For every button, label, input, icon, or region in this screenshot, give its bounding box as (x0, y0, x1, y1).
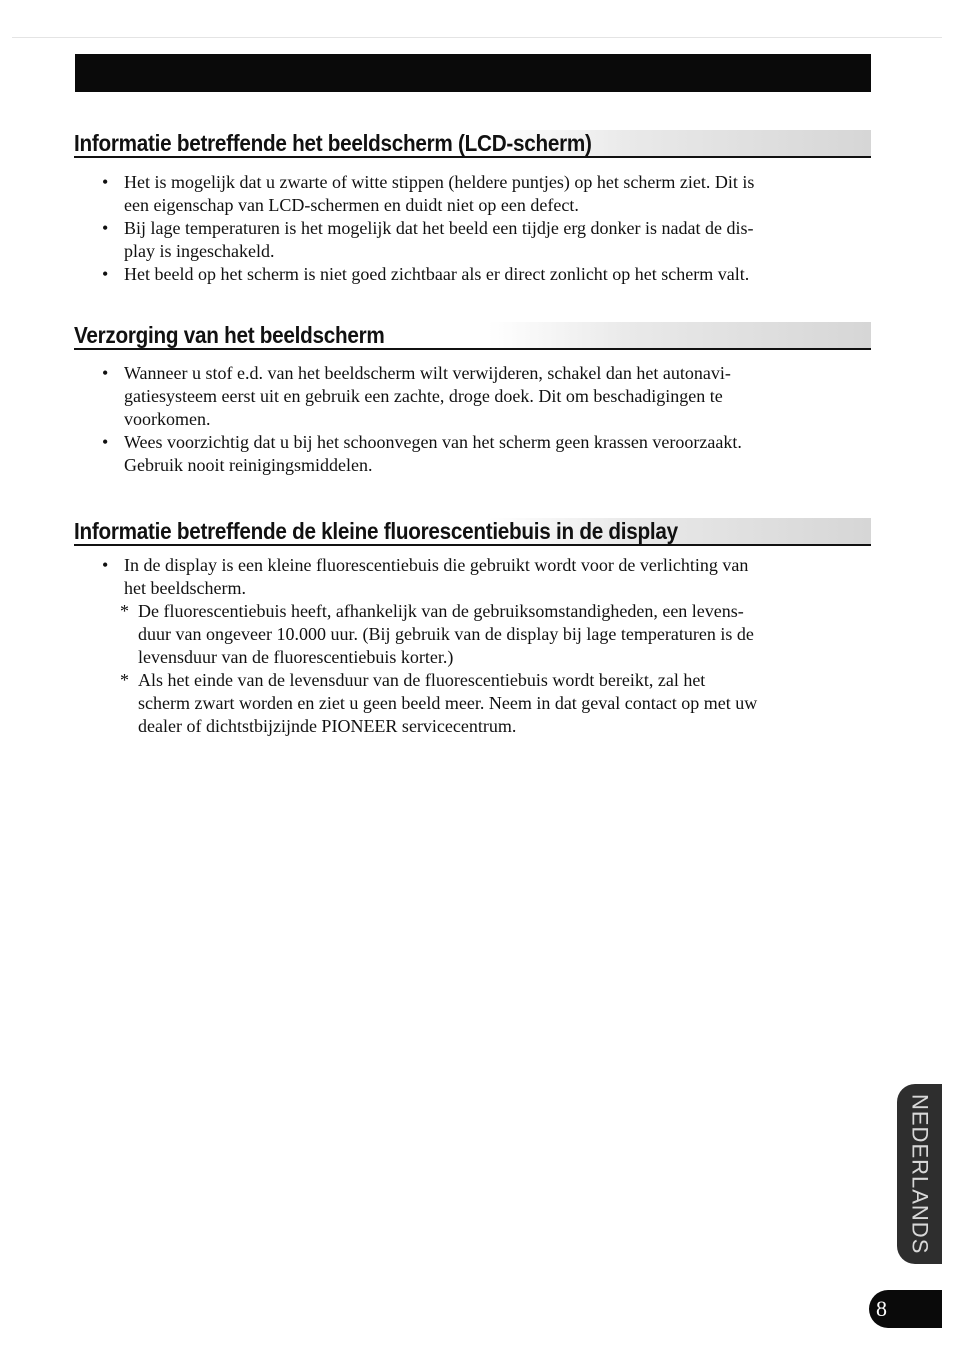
language-tab-label: NEDERLANDS (907, 1093, 933, 1255)
list-item: • Wees voorzichtig dat u bij het schoonvegen van het scherm geen krassen veroorzaakt. Gebruik nooit reinigingsmiddelen. (102, 432, 742, 475)
asterisk-marker: * (120, 601, 129, 621)
section-heading-lcd (74, 130, 871, 158)
section-body-fluorescent (98, 554, 848, 738)
header-bar (75, 54, 871, 92)
section-heading-care (74, 322, 871, 350)
section-heading-fluorescent (74, 518, 871, 546)
bullet-marker: • (102, 363, 109, 383)
list-item: • Wanneer u stof e.d. van het beeldscherm wilt verwijderen, schakel dan het autonavi- gatiesysteem eerst uit en gebruik een zachte, droge doek. Dit om beschadigingen te voorkomen. (102, 363, 731, 429)
list-item: • Het beeld op het scherm is niet goed zichtbaar als er direct zonlicht op het scherm valt. (102, 264, 750, 284)
section-title: Informatie betreffende de kleine fluorescentiebuis in de display (74, 518, 678, 544)
bullet-marker: • (102, 172, 109, 192)
language-tab (897, 1084, 942, 1264)
section-body-lcd (98, 171, 848, 286)
bullet-marker: • (102, 555, 109, 575)
section-body-care (98, 362, 848, 477)
section-title: Verzorging van het beeldscherm (74, 322, 385, 348)
list-item: • In de display is een kleine fluorescentiebuis die gebruikt wordt voor de verlichting van het beeldscherm. (102, 555, 749, 598)
bullet-marker: • (102, 218, 109, 238)
list-item: • Het is mogelijk dat u zwarte of witte stippen (heldere puntjes) op het scherm ziet. Dit is een eigenschap van LCD-schermen en duidt niet op een defect. (102, 172, 755, 215)
note-item: * De fluorescentiebuis heeft, afhankelijk van de gebruiksomstandigheden, een levens- duur van ongeveer 10.000 uur. (Bij gebruik van de display bij lage temperaturen is de levensduur van de fluorescentiebuis korter.) (120, 601, 754, 667)
section-title: Informatie betreffende het beeldscherm (LCD-scherm) (74, 130, 592, 156)
bullet-marker: • (102, 264, 109, 284)
bullet-marker: • (102, 432, 109, 452)
asterisk-marker: * (120, 670, 129, 690)
page-number: 8 (869, 1290, 942, 1328)
note-item: * Als het einde van de levensduur van de fluorescentiebuis wordt bereikt, zal het scherm zwart worden en ziet u geen beeld meer. Neem in dat geval contact op met uw dealer of dichtstbijzijnde PIONEER servicecentrum. (120, 670, 758, 736)
list-item: • Bij lage temperaturen is het mogelijk dat het beeld een tijdje erg donker is nadat de dis- play is ingeschakeld. (102, 218, 754, 261)
top-divider (12, 37, 942, 38)
